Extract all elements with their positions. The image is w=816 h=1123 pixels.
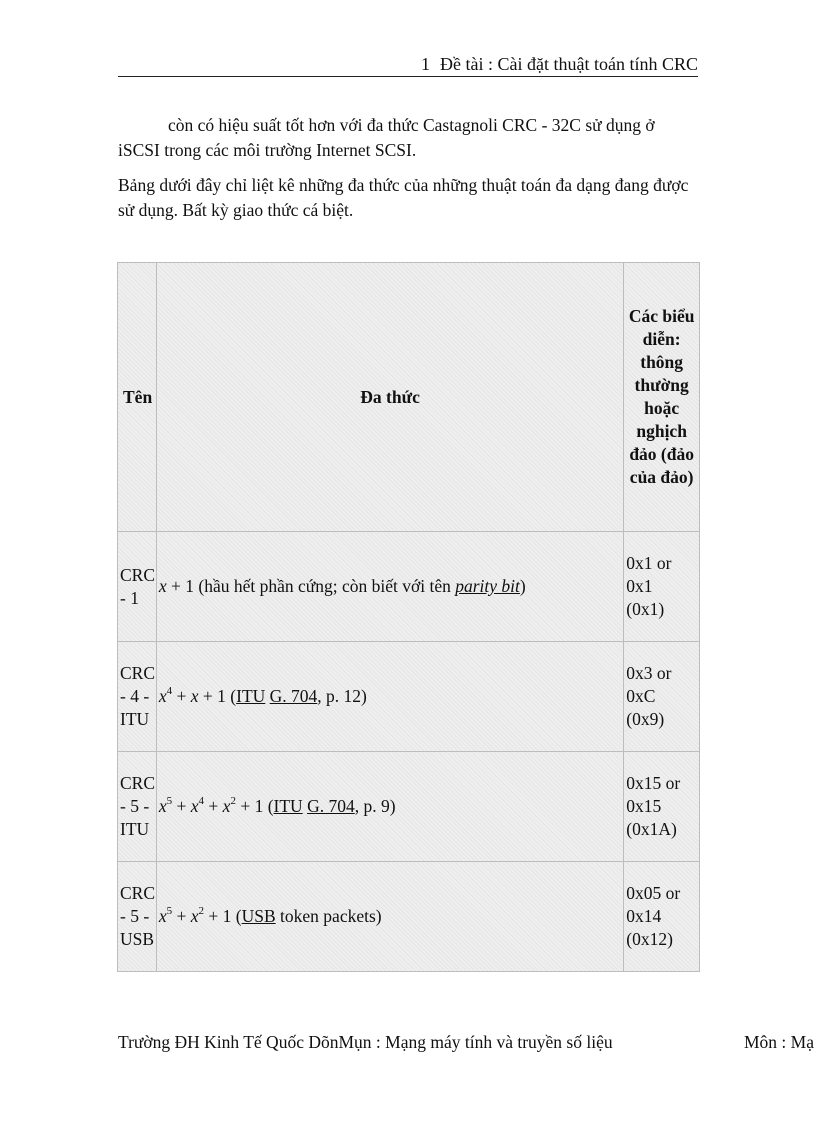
crc-name: CRC - 5 - ITU [118,752,157,862]
rep-reversed: 0xC [626,686,656,706]
rep-reversed: 0x15 [626,796,662,816]
crc-name: CRC - 4 - ITU [118,642,157,752]
parity-bit-link[interactable]: parity bit [455,576,520,596]
crc-polynomial-table [117,262,700,972]
rep-normal: 0x15 or [626,773,681,793]
poly-text: + 1 ( [198,686,237,706]
poly-term: x [158,906,167,926]
paragraph-intro: còn có hiệu suất tốt hơn với đa thức Castagnoli CRC - 32C sử dụng ở iSCSI trong các môi trường Internet SCSI. [118,115,655,160]
poly-term: x [190,796,199,816]
table-row [118,532,700,642]
crc-name: CRC - 5 - USB [118,862,157,972]
rep-reversed: 0x14 [626,906,662,926]
header-representation: Các biểu diễn: thông thường hoặc nghịch đảo (đảo của đảo) [624,263,700,532]
poly-term: x [158,576,167,596]
poly-term: x [158,686,167,706]
header-title: Đề tài : Cài đặt thuật toán tính CRC [440,54,698,74]
poly-plus: + [172,686,191,706]
rep-normal: 0x05 or [626,883,681,903]
usb-link[interactable]: USB [241,906,276,926]
poly-plus: + [204,796,223,816]
header-name: Tên [118,263,157,532]
polynomial-cell [156,752,623,862]
rep-normal: 0x3 or [626,663,672,683]
poly-exponent: 2 [230,795,236,808]
poly-text-end: ) [519,576,526,596]
header-rule [118,76,698,77]
paragraph-table-intro: Bảng dưới đây chỉ liệt kê những đa thức của những thuật toán đa dạng đang được sử dụng. Bất kỳ giao thức cá biệt. [118,175,689,220]
representation-cell [624,532,700,642]
poly-term: x [190,686,199,706]
table-row [118,642,700,752]
page-number: 1 [421,54,431,74]
polynomial-cell [156,862,623,972]
poly-exponent: 5 [166,795,173,808]
poly-plus: + [172,796,191,816]
rep-reversed: 0x1 [626,576,653,596]
itu-link[interactable]: ITU [273,796,303,816]
header-polynomial: Đa thức [156,263,623,532]
poly-term: x [190,906,199,926]
poly-ref: , p. 12) [317,686,367,706]
poly-term: x [158,796,167,816]
rep-reciprocal: (0x9) [626,709,665,729]
rep-reciprocal: (0x1) [626,599,665,619]
footer-right-text: Môn : Mạ [744,1032,814,1052]
poly-ref: , p. 9) [354,796,396,816]
itu-link[interactable]: ITU [236,686,266,706]
representation-cell [624,752,700,862]
g704-link[interactable]: G. 704 [269,686,318,706]
poly-exponent: 4 [198,795,205,808]
poly-exponent: 5 [166,905,173,918]
poly-term: x [222,796,231,816]
crc-name: CRC - 1 [118,532,157,642]
table-row [118,752,700,862]
poly-text: + 1 ( [235,796,274,816]
poly-ref: token packets) [275,906,382,926]
table-row [118,862,700,972]
rep-reciprocal: (0x12) [626,929,673,949]
poly-text: + 1 ( [204,906,242,926]
poly-exponent: 4 [166,685,173,698]
table-header-row [118,263,700,532]
polynomial-cell [156,532,623,642]
page-header [118,52,698,76]
rep-normal: 0x1 or [626,553,672,573]
poly-plus: + [172,906,191,926]
rep-reciprocal: (0x1A) [626,819,677,839]
g704-link[interactable]: G. 704 [307,796,355,816]
representation-cell [624,862,700,972]
polynomial-cell [156,642,623,752]
page-footer [118,1030,816,1054]
poly-text: + 1 (hầu hết phần cứng; còn biết với tên [166,576,456,596]
poly-exponent: 2 [198,905,205,918]
footer-left-text: Trường ĐH Kinh Tế Quốc DõnMụn : Mạng máy tính và truyền số liệu [118,1032,613,1052]
representation-cell [624,642,700,752]
